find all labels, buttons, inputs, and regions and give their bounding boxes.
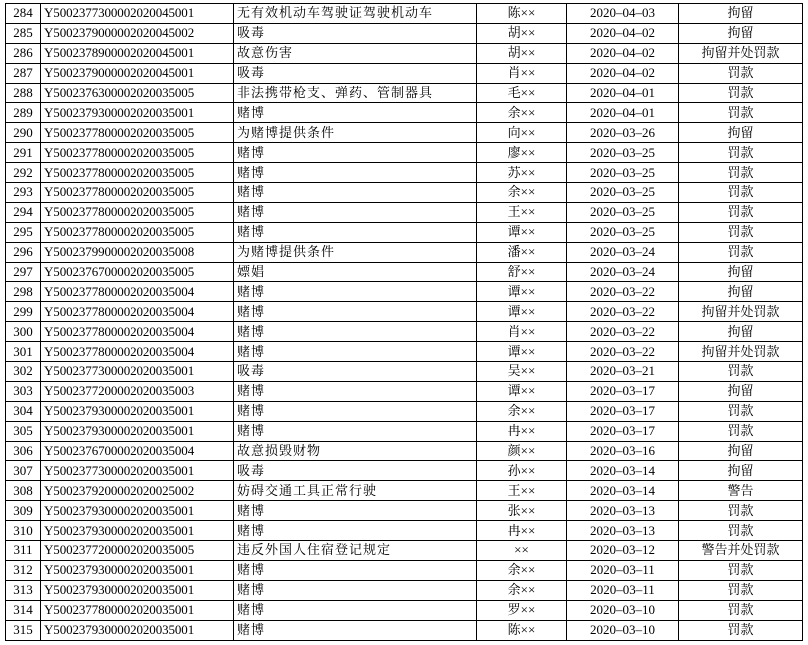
table-row [6,183,803,203]
penalty-cell: 拘留并处罚款 [679,43,803,63]
row-number-cell: 286 [6,43,41,63]
row-number-cell: 313 [6,580,41,600]
table-row [6,580,803,600]
table-row [6,103,803,123]
row-number-cell: 290 [6,123,41,143]
penalty-cell: 罚款 [679,183,803,203]
person-name-cell: 王×× [477,481,567,501]
date-cell: 2020–03–12 [567,541,679,561]
person-name-cell: 余×× [477,183,567,203]
penalty-cell: 罚款 [679,83,803,103]
row-number-cell: 310 [6,521,41,541]
offense-cell: 赌博 [234,322,477,342]
penalty-cell: 拘留并处罚款 [679,302,803,322]
row-number-cell: 285 [6,23,41,43]
penalty-cell: 警告并处罚款 [679,541,803,561]
offense-cell: 吸毒 [234,461,477,481]
penalty-cell: 罚款 [679,63,803,83]
date-cell: 2020–03–13 [567,501,679,521]
row-number-cell: 304 [6,401,41,421]
table-row [6,600,803,620]
penalty-cell: 罚款 [679,362,803,382]
table-row [6,560,803,580]
person-name-cell: 孙×× [477,461,567,481]
date-cell: 2020–03–11 [567,560,679,580]
person-name-cell: 苏×× [477,163,567,183]
case-id-cell: Y5002376700002020035004 [41,441,234,461]
date-cell: 2020–03–26 [567,123,679,143]
case-id-cell: Y5002377800002020035005 [41,123,234,143]
table-row [6,501,803,521]
table-row [6,143,803,163]
row-number-cell: 312 [6,560,41,580]
penalty-cell: 拘留 [679,282,803,302]
penalty-cell: 罚款 [679,600,803,620]
person-name-cell: 冉×× [477,521,567,541]
case-id-cell: Y5002377800002020035005 [41,183,234,203]
case-id-cell: Y5002377800002020035005 [41,222,234,242]
case-id-cell: Y5002377800002020035004 [41,342,234,362]
penalty-cell: 拘留 [679,322,803,342]
offense-cell: 赌博 [234,183,477,203]
row-number-cell: 305 [6,421,41,441]
penalty-records-table [5,3,803,641]
offense-cell: 赌博 [234,501,477,521]
date-cell: 2020–03–14 [567,481,679,501]
date-cell: 2020–03–24 [567,242,679,262]
table-row [6,222,803,242]
person-name-cell: 张×× [477,501,567,521]
case-id-cell: Y5002377300002020045001 [41,4,234,24]
date-cell: 2020–04–02 [567,63,679,83]
case-id-cell: Y5002379200002020025002 [41,481,234,501]
date-cell: 2020–03–17 [567,421,679,441]
date-cell: 2020–03–13 [567,521,679,541]
date-cell: 2020–03–22 [567,282,679,302]
case-id-cell: Y5002379300002020035001 [41,421,234,441]
row-number-cell: 300 [6,322,41,342]
offense-cell: 为赌博提供条件 [234,242,477,262]
case-id-cell: Y5002377800002020035004 [41,282,234,302]
case-id-cell: Y5002379300002020035001 [41,580,234,600]
table-row [6,4,803,24]
offense-cell: 赌博 [234,580,477,600]
date-cell: 2020–04–01 [567,83,679,103]
date-cell: 2020–03–24 [567,262,679,282]
table-row [6,63,803,83]
penalty-cell: 拘留 [679,441,803,461]
date-cell: 2020–04–02 [567,23,679,43]
row-number-cell: 289 [6,103,41,123]
offense-cell: 赌博 [234,202,477,222]
row-number-cell: 307 [6,461,41,481]
row-number-cell: 295 [6,222,41,242]
table-row [6,620,803,640]
table-row [6,461,803,481]
penalty-cell: 拘留 [679,4,803,24]
case-id-cell: Y5002378900002020045001 [41,43,234,63]
table-row [6,441,803,461]
offense-cell: 妨碍交通工具正常行驶 [234,481,477,501]
penalty-cell: 罚款 [679,620,803,640]
date-cell: 2020–03–14 [567,461,679,481]
table-row [6,262,803,282]
date-cell: 2020–03–22 [567,322,679,342]
row-number-cell: 293 [6,183,41,203]
table-row [6,481,803,501]
row-number-cell: 296 [6,242,41,262]
offense-cell: 非法携带枪支、弹药、管制器具 [234,83,477,103]
person-name-cell: 余×× [477,103,567,123]
person-name-cell: 向×× [477,123,567,143]
table-row [6,362,803,382]
person-name-cell: 谭×× [477,222,567,242]
penalty-cell: 罚款 [679,521,803,541]
row-number-cell: 297 [6,262,41,282]
offense-cell: 赌博 [234,342,477,362]
penalty-cell: 拘留 [679,262,803,282]
table-row [6,163,803,183]
person-name-cell: 冉×× [477,421,567,441]
row-number-cell: 302 [6,362,41,382]
table-row [6,83,803,103]
row-number-cell: 308 [6,481,41,501]
case-id-cell: Y5002377800002020035005 [41,163,234,183]
date-cell: 2020–03–16 [567,441,679,461]
offense-cell: 赌博 [234,222,477,242]
table-row [6,43,803,63]
case-id-cell: Y5002377800002020035004 [41,322,234,342]
person-name-cell: 廖×× [477,143,567,163]
offense-cell: 故意损毁财物 [234,441,477,461]
offense-cell: 吸毒 [234,63,477,83]
table-row [6,302,803,322]
penalty-cell: 罚款 [679,401,803,421]
table-row [6,421,803,441]
table-row [6,342,803,362]
table-row [6,381,803,401]
row-number-cell: 298 [6,282,41,302]
row-number-cell: 303 [6,381,41,401]
person-name-cell: 潘×× [477,242,567,262]
row-number-cell: 288 [6,83,41,103]
case-id-cell: Y5002376300002020035005 [41,83,234,103]
penalty-cell: 拘留 [679,381,803,401]
case-id-cell: Y5002379300002020035001 [41,401,234,421]
case-id-cell: Y5002379000002020045002 [41,23,234,43]
person-name-cell: 谭×× [477,302,567,322]
penalty-cell: 罚款 [679,560,803,580]
penalty-cell: 罚款 [679,163,803,183]
person-name-cell: 谭×× [477,342,567,362]
row-number-cell: 287 [6,63,41,83]
case-id-cell: Y5002377300002020035001 [41,362,234,382]
penalty-cell: 罚款 [679,103,803,123]
table-row [6,322,803,342]
table-row [6,242,803,262]
date-cell: 2020–03–22 [567,302,679,322]
person-name-cell: 舒×× [477,262,567,282]
row-number-cell: 284 [6,4,41,24]
case-id-cell: Y5002377800002020035005 [41,143,234,163]
offense-cell: 赌博 [234,381,477,401]
penalty-cell: 拘留并处罚款 [679,342,803,362]
penalty-cell: 拘留 [679,461,803,481]
date-cell: 2020–03–21 [567,362,679,382]
offense-cell: 嫖娼 [234,262,477,282]
table-row [6,202,803,222]
case-id-cell: Y5002379300002020035001 [41,521,234,541]
offense-cell: 赌博 [234,521,477,541]
penalty-cell: 罚款 [679,242,803,262]
case-id-cell: Y5002377200002020035003 [41,381,234,401]
table-row [6,401,803,421]
case-id-cell: Y5002376700002020035005 [41,262,234,282]
person-name-cell: 罗×× [477,600,567,620]
date-cell: 2020–03–10 [567,620,679,640]
penalty-cell: 罚款 [679,202,803,222]
person-name-cell: 余×× [477,401,567,421]
offense-cell: 故意伤害 [234,43,477,63]
offense-cell: 赌博 [234,282,477,302]
row-number-cell: 311 [6,541,41,561]
penalty-cell: 警告 [679,481,803,501]
case-id-cell: Y5002379300002020035001 [41,560,234,580]
offense-cell: 赌博 [234,302,477,322]
table-row [6,23,803,43]
offense-cell: 赌博 [234,560,477,580]
offense-cell: 赌博 [234,143,477,163]
offense-cell: 赌博 [234,620,477,640]
date-cell: 2020–03–25 [567,183,679,203]
offense-cell: 吸毒 [234,23,477,43]
case-id-cell: Y5002377200002020035005 [41,541,234,561]
date-cell: 2020–04–03 [567,4,679,24]
table-body [6,4,803,641]
penalty-cell: 罚款 [679,421,803,441]
offense-cell: 无有效机动车驾驶证驾驶机动车 [234,4,477,24]
row-number-cell: 292 [6,163,41,183]
person-name-cell: 肖×× [477,322,567,342]
row-number-cell: 306 [6,441,41,461]
table-row [6,521,803,541]
row-number-cell: 291 [6,143,41,163]
offense-cell: 赌博 [234,600,477,620]
person-name-cell: 陈×× [477,620,567,640]
person-name-cell: 毛×× [477,83,567,103]
case-id-cell: Y5002377800002020035001 [41,600,234,620]
offense-cell: 赌博 [234,421,477,441]
offense-cell: 赌博 [234,163,477,183]
row-number-cell: 294 [6,202,41,222]
person-name-cell: 肖×× [477,63,567,83]
row-number-cell: 299 [6,302,41,322]
table-row [6,282,803,302]
date-cell: 2020–03–17 [567,401,679,421]
date-cell: 2020–03–25 [567,143,679,163]
date-cell: 2020–03–25 [567,202,679,222]
row-number-cell: 314 [6,600,41,620]
penalty-cell: 罚款 [679,222,803,242]
row-number-cell: 309 [6,501,41,521]
person-name-cell: 余×× [477,560,567,580]
date-cell: 2020–04–02 [567,43,679,63]
penalty-cell: 罚款 [679,501,803,521]
case-id-cell: Y5002379300002020035001 [41,103,234,123]
penalty-cell: 罚款 [679,580,803,600]
penalty-cell: 罚款 [679,143,803,163]
row-number-cell: 315 [6,620,41,640]
row-number-cell: 301 [6,342,41,362]
case-id-cell: Y5002377300002020035001 [41,461,234,481]
table-row [6,541,803,561]
offense-cell: 赌博 [234,401,477,421]
offense-cell: 违反外国人住宿登记规定 [234,541,477,561]
date-cell: 2020–03–25 [567,163,679,183]
date-cell: 2020–03–11 [567,580,679,600]
date-cell: 2020–04–01 [567,103,679,123]
date-cell: 2020–03–17 [567,381,679,401]
person-name-cell: 胡×× [477,43,567,63]
date-cell: 2020–03–10 [567,600,679,620]
person-name-cell: 颜×× [477,441,567,461]
table-row [6,123,803,143]
offense-cell: 赌博 [234,103,477,123]
case-id-cell: Y5002377800002020035005 [41,202,234,222]
person-name-cell: 谭×× [477,282,567,302]
offense-cell: 为赌博提供条件 [234,123,477,143]
case-id-cell: Y5002377800002020035004 [41,302,234,322]
date-cell: 2020–03–22 [567,342,679,362]
case-id-cell: Y5002379300002020035001 [41,501,234,521]
penalty-cell: 拘留 [679,123,803,143]
person-name-cell: 胡×× [477,23,567,43]
person-name-cell: 王×× [477,202,567,222]
person-name-cell: 谭×× [477,381,567,401]
case-id-cell: Y5002379900002020035008 [41,242,234,262]
penalty-cell: 拘留 [679,23,803,43]
case-id-cell: Y5002379300002020035001 [41,620,234,640]
person-name-cell: 陈×× [477,4,567,24]
person-name-cell: ×× [477,541,567,561]
person-name-cell: 吴×× [477,362,567,382]
person-name-cell: 余×× [477,580,567,600]
date-cell: 2020–03–25 [567,222,679,242]
offense-cell: 吸毒 [234,362,477,382]
case-id-cell: Y5002379000002020045001 [41,63,234,83]
